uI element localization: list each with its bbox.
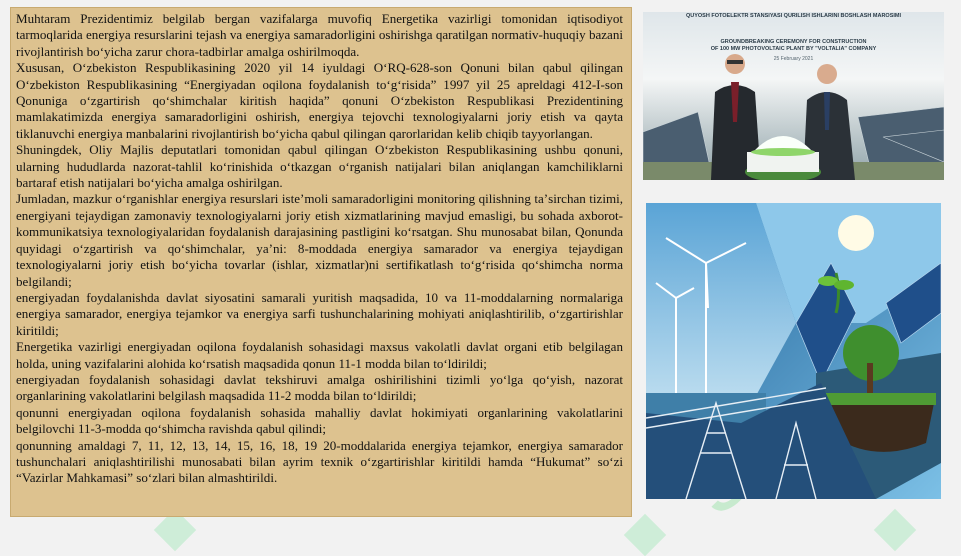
paragraph: Muhtaram Prezidentimiz belgilab bergan vazifalarga muvofiq Energetika vazirligi tomonidan iqtisodiyot tarmoqlarida energiya resurslarini tejash va energiya samaradorligini oshirishga qaratilgan normativ-huquqiy bazani rivojlantirish boʻyicha zarur chora-tadbirlar amalga oshirilmoqda. xyxy=(16,11,623,59)
paragraph: energiyadan foydalanishda davlat siyosatini samarali yuritish maqsadida, 10 va 11-moddalarning normalariga energiya samarador, energiya tejamkor va energiya sarfi tushunchalarining mohiyati aniqlashtirilib, oʻzgartirishlar kiritildi; xyxy=(16,289,623,338)
watermark-diamond xyxy=(874,509,916,551)
banner-line: GROUNDBREAKING CEREMONY FOR CONSTRUCTION xyxy=(720,39,867,45)
banner-line: OF 100 MW PHOTOVOLTAIC PLANT BY "VOLTALIA" COMPANY xyxy=(710,46,877,52)
banner-line: QUYOSH FOTOELEKTR STANSIYASI QURILISH ISHLARINI BOSHLASH MAROSIMI xyxy=(685,13,902,19)
paragraph: Shuningdek, Oliy Majlis deputatlari tomonidan qabul qilingan Oʻzbekiston Respublikasining ushbu qonuni, ularning hududlarda nazorat-tahlil koʻrinishida oʻtkazgan oʻrganish natijalari bilan aniqlangan kamchiliklarni bartaraf etish natijalari boʻyicha amalga oshirilgan. xyxy=(16,142,623,191)
ceremony-photo xyxy=(643,12,944,180)
ceremony-scene-icon xyxy=(643,12,944,180)
paragraph: energiyadan foydalanish sohasidagi davlat tekshiruvi amalga oshirilishini tizimli yoʻlga qoʻyish, nazorat organlarining vakolatlarini belgilash maqsadida 11-2 modda bilan toʻldirildi; xyxy=(16,371,623,404)
paragraph: Xususan, Oʻzbekiston Respublikasining 2020 yil 14 iyuldagi OʻRQ-628-son Qonuni bilan qabul qilingan Oʻzbekiston Respublikasining “Energiyadan oqilona foydalanish toʻgʻrisida” 1997 yil 25 apreldagi 412-I-son Qonuniga oʻzgartirish qoʻshimchalar kiritish haqida” qonuni Oʻzbekiston Respublikasi Prezidentining mamlakatimizda energiya samaradorligini oshirish, energiya tejovchi texnologiyalarni joriy etish va qayta tiklanuvchi energiya manbalarini rivojlantirish boʻyicha qabul qilingan qarorlaridan kelib chiqib tayyorlangan. xyxy=(16,60,623,141)
paragraph: Jumladan, mazkur oʻrganishlar energiya resurslari isteʼmoli samaradorligini monitoring qilishning taʼsirchan tizimi, energiyani tejaydigan zamonaviy texnologiyalarni joriy etish xizmatlarining mavjud emasligi, bu sohada axborot-kommunikatsiya texnologiyalaridan foydalanish darajasining pastligini koʻrsatgan. Shu munosabat bilan, Qonunda quyidagi oʻzgartirish va qoʻshimchalar, yaʼni: 8-moddada energiya samarador va energiya tejaydigan texnologiyalarni joriy etish boʻyicha tovarlar (ishlar, xizmatlar)ni sertifikatlash toʻgʻrisida qoʻshimcha norma belgilandi; xyxy=(16,191,623,289)
paragraph: qonunning amaldagi 7, 11, 12, 13, 14, 15, 16, 18, 19 20-moddalarida energiya tejamkor, energiya samarador tushunchalari aniqlashtirilishi munosabati bilan ayrim texnik oʻzgartirishlar kiritildi hamda “Hukumat” soʻzi “Vazirlar Mahkamasi” soʻzlari bilan almashtirildi. xyxy=(16,437,623,486)
paragraph: Energetika vazirligi energiyadan oqilona foydalanish sohasidagi maxsus vakolatli davlat organi etib belgilagan holda, uning vazifalarini alohida koʻrsatish maqsadida qonun 11-1 modda bilan toʻldirildi; xyxy=(16,339,623,371)
text-panel xyxy=(10,7,632,517)
paragraph: qonunni energiyadan oqilona foydalanish sohasida mahalliy davlat hokimiyati organlarining vakolatlarini belgilovchi 11-3-modda qoʻshimcha ravishda qabul qilindi; xyxy=(16,404,623,437)
watermark-diamond xyxy=(624,514,666,556)
banner-date: 25 February 2021 xyxy=(773,56,814,62)
renewable-energy-collage-icon xyxy=(646,203,941,499)
energy-collage-photo xyxy=(646,203,941,499)
